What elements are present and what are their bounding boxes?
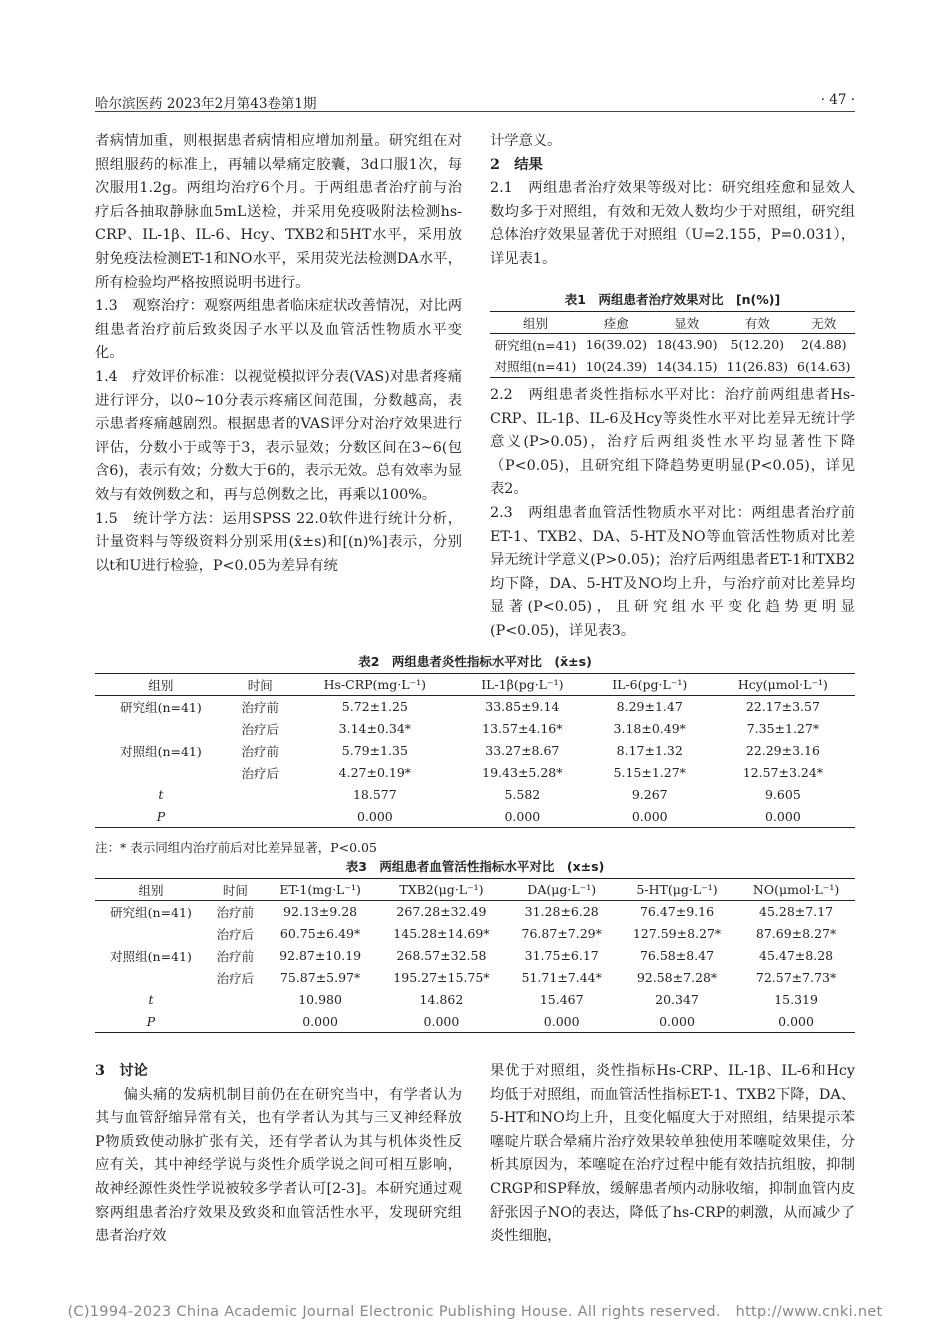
table-cell: 5.582	[504, 787, 541, 802]
table-cell: 18(43.90)	[656, 337, 718, 353]
table-cell: 72.57±7.73*	[755, 970, 837, 985]
table-row	[95, 762, 855, 784]
table-cell: 0.000	[356, 808, 393, 824]
table-cell: 18.577	[352, 787, 397, 802]
table-cell: 5(12.20)	[730, 337, 785, 353]
table-cell: 14.862	[419, 992, 464, 1007]
table-cell	[95, 923, 207, 945]
table-cell: 治疗前	[216, 948, 255, 964]
table-cell: 9.267	[631, 787, 668, 802]
table1-title: 表1 两组患者治疗效果对比 [n(%)]	[564, 292, 781, 307]
table-row	[95, 696, 855, 718]
paragraph: 计学意义。	[490, 133, 562, 149]
discussion-right	[490, 1060, 855, 1249]
table-cell: 13.57±4.16*	[482, 721, 563, 736]
table-row	[95, 1011, 855, 1033]
table-header-cell: IL-1β(pg·L⁻¹)	[481, 677, 564, 692]
table-cell: 267.28±32.49	[396, 904, 487, 920]
table-cell: 治疗前	[241, 743, 280, 759]
table-cell: 87.69±8.27*	[755, 926, 837, 941]
table-row	[95, 945, 855, 967]
table-header-cell: 显效	[674, 315, 700, 331]
table-header-cell: NO(μmol·L⁻¹)	[752, 882, 840, 897]
table-cell: 对照组(n=41)	[120, 743, 202, 759]
table-cell: 45.47±8.28	[759, 948, 834, 963]
copyright-footer: (C)1994-2023 China Academic Journal Electronic Publishing House. All rights reserved. http://www.cnki.net	[67, 1304, 883, 1320]
table-header-cell: 时间	[222, 882, 248, 898]
table-cell: 76.87±7.29*	[521, 926, 602, 941]
table-cell: 76.58±8.47	[639, 948, 715, 963]
table-cell: 75.87±5.97*	[279, 970, 361, 985]
table-header-cell: TXB2(μg·L⁻¹)	[399, 882, 484, 897]
table-row	[95, 740, 855, 762]
table-cell: 33.27±8.67	[485, 743, 560, 758]
table-cell: 对照组(n=41)	[110, 948, 192, 964]
table-row	[95, 989, 855, 1011]
table-row	[95, 718, 855, 740]
table-cell: 195.27±15.75*	[393, 970, 490, 985]
table-header-cell: 时间	[247, 677, 273, 693]
table-cell: P	[156, 808, 166, 824]
table-cell: 8.17±1.32	[616, 743, 683, 758]
section-2-1: 2.1 两组患者治疗效果等级对比：研究组痊愈和显效人数均多于对照组，有效和无效人数均少于对照组，研究组总体治疗效果显著优于对照组（U=2.155，P=0.031），详见表1。	[490, 180, 855, 267]
table-cell: 9.605	[764, 787, 801, 802]
table-cell: t	[148, 992, 154, 1007]
table2-title: 表2 两组患者炎性指标水平对比 (x̄±s)	[358, 654, 592, 669]
table-cell: 92.58±7.28*	[636, 970, 718, 985]
table-cell: 6(14.63)	[797, 358, 851, 374]
table-cell: 4.27±0.19*	[338, 765, 412, 780]
section-2-2: 2.2 两组患者炎性指标水平对比：治疗前两组患者Hs-CRP、IL-1β、IL-6及Hcy等炎性水平对比差异无统计学意义(P>0.05)，治疗后两组炎性水平均显著性下降（P<0.05)，且研究组下降趋势更明显(P<0.05)，详见表2。	[490, 387, 855, 498]
table-row	[95, 923, 855, 945]
table-cell	[227, 806, 294, 828]
table-cell: 研究组(n=41)	[120, 699, 202, 715]
table-cell: 治疗前	[216, 904, 255, 920]
table-cell: 12.57±3.24*	[742, 765, 824, 780]
table-row	[95, 806, 855, 828]
table-cell: 92.87±10.19	[279, 948, 362, 963]
table2-note: 注：* 表示同组内治疗前后对比差异显著，P<0.05	[95, 840, 377, 855]
table-cell: 10(24.39)	[585, 358, 648, 374]
table-cell: 7.35±1.27*	[746, 721, 820, 736]
table-header-cell: 无效	[811, 315, 837, 331]
table-cell: 5.72±1.25	[341, 699, 408, 715]
table-cell: 15.319	[774, 992, 818, 1007]
table-cell: 22.29±3.16	[745, 743, 820, 758]
table-cell: 33.85±9.14	[485, 699, 560, 715]
table-cell: 对照组(n=41)	[494, 359, 577, 375]
table-cell: 127.59±8.27*	[632, 926, 722, 941]
table-cell: 0.000	[423, 1013, 460, 1029]
table-cell: P	[146, 1013, 156, 1029]
table-header-cell: 组别	[138, 882, 164, 898]
table-cell: 22.17±3.57	[745, 699, 820, 715]
table-header-cell: 组别	[523, 315, 549, 331]
table-cell	[95, 718, 227, 740]
table-cell: 15.467	[539, 992, 584, 1007]
table-header-cell: DA(μg·L⁻¹)	[527, 882, 597, 897]
table-cell	[95, 967, 207, 989]
table-cell: 11(26.83)	[726, 358, 789, 374]
table-cell: t	[158, 787, 164, 802]
table-cell: 20.347	[655, 992, 699, 1007]
section-2-3: 2.3 两组患者血管活性物质水平对比：两组患者治疗前ET-1、TXB2、DA、5-HT及NO等血管活性物质对比差异无统计学意义(P>0.05)；治疗后两组患者ET-1和TXB2均下降，DA、5-HT及NO均上升，与治疗前对比差异均显著(P<0.05)，且研究组水平变化趋势更明显(P<0.05)，详见表3。	[490, 504, 855, 639]
table-header-cell: ET-1(mg·L⁻¹)	[279, 882, 361, 897]
table-cell: 8.29±1.47	[616, 699, 683, 715]
table-cell: 5.15±1.27*	[613, 765, 686, 780]
table-header-cell: 5-HT(μg·L⁻¹)	[636, 882, 718, 897]
section-1-4: 1.4 疗效评价标准：以视觉模拟评分表(VAS)对患者疼痛进行评分，以0~10分表示疼痛区间范围，分数越高，表示患者疼痛越剧烈。根据患者的VAS评分对治疗效果进行评估，分数小于或等于3，表示显效；分数区间在3~6(包含6)，表示有效；分数大于6的，表示无效。总有效率为显效与有效例数之和，再与总例数之比，再乘以100%。	[95, 368, 462, 503]
table-header-cell: Hcy(μmol·L⁻¹)	[737, 677, 828, 692]
paragraph: 者病情加重，则根据患者病情相应增加剂量。研究组在对照组服药的标准上，再辅以晕痛定胶囊，3d口服1次，每次服用1.2g。两组均治疗6个月。于两组患者治疗前与治疗后各抽取静脉血5mL送检，并采用免疫吸附法检测hs-CRP、IL-1β、IL-6、Hcy、TXB2和5HT水平，采用放射免疫法检测ET-1和NO水平，采用荧光法检测DA水平，所有检验均严格按照说明书进行。	[95, 133, 462, 291]
table-cell: 研究组(n=41)	[494, 337, 577, 353]
table-cell: 3.18±0.49*	[613, 721, 686, 736]
table-cell: 0.000	[778, 1013, 814, 1029]
right-column-mid	[490, 384, 855, 644]
table-cell: 14(34.15)	[656, 358, 718, 374]
table3-title: 表3 两组患者血管活性指标水平对比 (x±s)	[345, 859, 605, 874]
discussion-left	[95, 1060, 462, 1249]
table-cell	[227, 784, 294, 806]
page-number: · 47 ·	[820, 92, 855, 108]
table-header-cell: 痊愈	[603, 315, 629, 331]
table-cell: 45.28±7.17	[759, 904, 834, 920]
table-cell	[207, 989, 264, 1011]
table-cell: 145.28±14.69*	[393, 926, 490, 941]
table-cell: 3.14±0.34*	[338, 721, 412, 736]
table-cell: 51.71±7.44*	[521, 970, 602, 985]
table-cell: 16(39.02)	[585, 337, 648, 353]
section-1-3: 1.3 观察治疗：观察两组患者临床症状改善情况，对比两组患者治疗前后致炎因子水平以及血管活性物质水平变化。	[95, 298, 462, 362]
table-header-cell: 组别	[148, 677, 174, 693]
table-row	[95, 784, 855, 806]
table-cell: 268.57±32.58	[396, 948, 487, 963]
table-cell: 研究组(n=41)	[110, 904, 192, 920]
table-cell	[207, 1011, 264, 1033]
table-header-cell: 有效	[744, 315, 770, 331]
table-row	[95, 901, 855, 923]
table-cell: 治疗后	[216, 926, 255, 942]
table-cell: 2(4.88)	[801, 337, 847, 353]
section-3-heading: 3 讨论	[95, 1063, 148, 1079]
table-cell: 0.000	[764, 808, 801, 824]
journal-header: 哈尔滨医药 2023年2月第43卷第1期	[95, 96, 317, 112]
table2	[95, 673, 855, 828]
table-row	[490, 334, 855, 356]
table-cell: 76.47±9.16	[639, 904, 715, 920]
table3	[95, 878, 855, 1033]
table-cell: 0.000	[659, 1013, 695, 1029]
table-header-cell: Hs-CRP(mg·L⁻¹)	[323, 677, 427, 692]
table-row	[95, 967, 855, 989]
table-cell: 31.75±6.17	[524, 948, 599, 963]
table1	[490, 311, 855, 378]
table-cell: 治疗后	[216, 970, 255, 986]
table-header-cell: IL-6(pg·L⁻¹)	[612, 677, 688, 692]
table-cell: 31.28±6.28	[524, 904, 599, 920]
table-cell: 10.980	[298, 992, 342, 1007]
paragraph: 偏头痛的发病机制目前仍在在研究当中，有学者认为其与血管舒缩异常有关，也有学者认为其与三叉神经释放P物质致使动脉扩张有关，还有学者认为其与机体炎性反应有关，其中神经学说与炎性介质学说之间可相互影响，故神经源性炎性学说被较多学者认可[2-3]。本研究通过观察两组患者治疗效果及致炎和血管活性水平，发现研究组患者治疗效	[95, 1086, 462, 1245]
table-cell: 0.000	[631, 808, 668, 824]
table-cell: 0.000	[302, 1013, 338, 1029]
header-rule	[95, 111, 855, 112]
table-cell: 治疗前	[241, 699, 280, 715]
table-cell: 19.43±5.28*	[482, 765, 563, 780]
table-cell: 0.000	[504, 808, 541, 824]
section-1-5: 1.5 统计学方法：运用SPSS 22.0软件进行统计分析，计量资料与等级资料分别采用(x̄±s)和[(n)%]表示，分别以t和U进行检验，P<0.05为差异有统	[95, 510, 462, 574]
table-cell: 0.000	[543, 1013, 580, 1029]
table-row	[490, 356, 855, 378]
left-column	[95, 130, 462, 578]
section-2-heading: 2 结果	[490, 156, 543, 173]
table-cell: 治疗后	[241, 721, 280, 737]
table-cell: 治疗后	[241, 765, 280, 781]
table-cell: 60.75±6.49*	[279, 926, 361, 941]
paragraph: 果优于对照组，炎性指标Hs-CRP、IL-1β、IL-6和Hcy均低于对照组，而血管活性指标ET-1、TXB2下降，DA、5-HT和NO均上升，且变化幅度大于对照组，结果提示苯噻啶片联合晕痛片治疗效果较单独使用苯噻啶效果佳，分析其原因为，苯噻啶在治疗过程中能有效拮抗组胺，抑制CRGP和SP释放，缓解患者颅内动脉收缩，抑制血管内皮舒张因子NO的表达，降低了hs-CRP的刺激，从而减少了炎性细胞，	[490, 1063, 855, 1245]
table-cell: 5.79±1.35	[341, 743, 408, 758]
right-column-top	[490, 130, 855, 272]
table-cell	[95, 762, 227, 784]
table-cell: 92.13±9.28	[283, 904, 358, 920]
